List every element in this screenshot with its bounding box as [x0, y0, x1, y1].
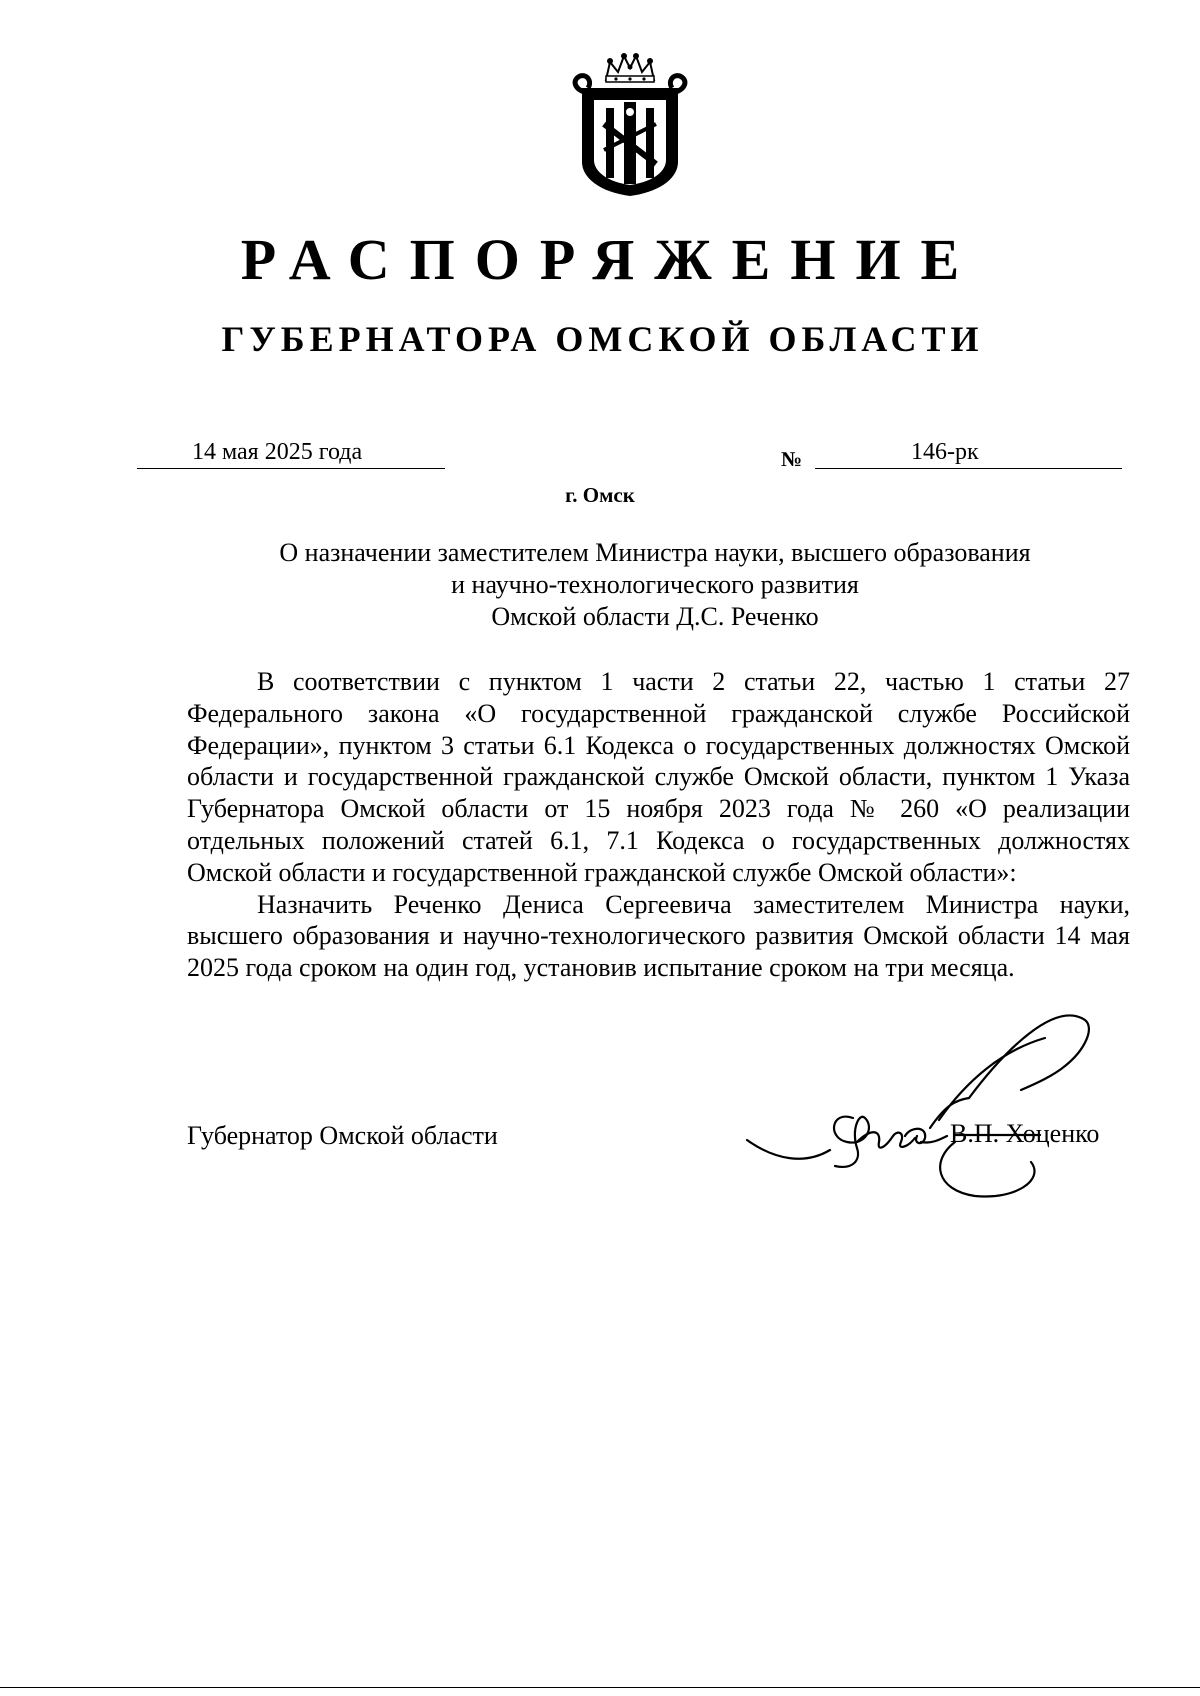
coat-of-arms-icon — [570, 52, 690, 197]
body-paragraph: Назначить Реченко Дениса Сергеевича заместителем Министра науки, высшего образования и научно-технологического развития Омской области 14 мая 2025 года сроком на один год, установив испытание сроком на три месяца. — [187, 889, 1130, 983]
number-field — [815, 436, 1122, 469]
handwritten-signature — [735, 1010, 1135, 1210]
signatory-name: В.П. Хоценко — [950, 1119, 1100, 1148]
subject-line: Омской области Д.С. Реченко — [491, 602, 819, 631]
body-paragraph: В соответствии с пунктом 1 части 2 статьи 22, частью 1 статьи 27 Федерального закона «О государственной гражданской службе Российской Федерации», пунктом 3 статьи 6.1 Кодекса о государственных должностях Омской области и государственной гражданской службе Омской области, пунктом 1 Указа Губернатора Омской области от 15 ноября 2023 года № 260 «О реализации отдельных положений статей 6.1, 7.1 Кодекса о государственных должностях Омской области и государственной гражданской службе Омской области»: — [187, 667, 1130, 887]
subject-line: О назначении заместителем Министра науки, высшего образования — [279, 538, 1031, 567]
number-sign: № — [781, 447, 803, 471]
document-subject — [0, 537, 1200, 633]
document-subtitle: ГУБЕРНАТОРА ОМСКОЙ ОБЛАСТИ — [221, 319, 984, 359]
document-date: 14 мая 2025 года — [192, 439, 363, 465]
document-body — [187, 666, 1130, 984]
page-bottom-rule — [0, 1687, 1200, 1688]
document-number: 146-рк — [911, 439, 979, 465]
subject-line: и научно-технологического развития — [451, 570, 859, 599]
date-field — [137, 436, 445, 469]
signatory-role: Губернатор Омской области — [187, 1121, 498, 1150]
document-title: РАСПОРЯЖЕНИЕ — [240, 227, 980, 292]
city: г. Омск — [565, 483, 635, 507]
